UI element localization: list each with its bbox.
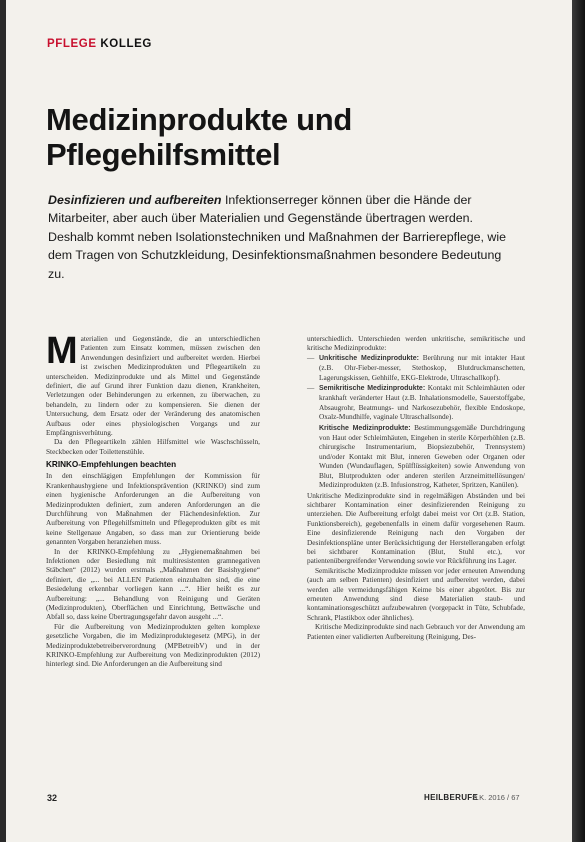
body-paragraph: Semikritische Medizinprodukte müssen vor jeder erneuten Anwendung (auch am selben Patienten) desinfiziert und aufbereitet werden, dabei werden alle vermeidungsfähigen Keime bis einer abgetötet. Bis zur erneuten Anwendung sind diese Materialien staub- und kontaminationsgeschützt aufzubewahren (vorgepackt in Tüte, Schubfade, Schrank, Plastikbox oder ähnliches).	[307, 565, 525, 622]
list-item-text: Kontakt mit Schleimhäuten oder krankhaft veränderter Haut (z.B. Inhalationsmodelle, Sauerstoffgabe, Absaugrohr, Beatmungs- und Narkosezubehör, flexible Endoskope, Oxalz-Mundhilfe, vaginale Ultraschallsonde).	[319, 383, 525, 422]
body-paragraph: In den einschlägigen Empfehlungen der Kommission für Krankenhaushygiene und Infektionsprävention (KRINKO) sind zum einen hygienische Anforderungen an die Aufbereitung von Medizinprodukten definiert, zum anderen Anforderungen an die Durchführung von Maßnahmen der Flächendesinfektion. Zur Aufbereitung von Pflegehilfsmitteln und Pflegeprodukten gibt es mit keine Stellgenaue Angaben, so dass man zur Orientierung beide genannten Vorgaben heranziehen muss.	[46, 471, 260, 547]
magazine-page	[6, 0, 572, 842]
body-paragraph: In der KRINKO-Empfehlung zu „Hygienemaßnahmen bei Infektionen oder Besiedlung mit multiresistenten gramnegativen Stäbchen“ (2012) wurden erstmals „Maßnahmen der Basishygiene“ definiert, die „... bei ALLEN Patienten einzuhalten sind, die eine Besiedelung erkennbar vorliegen kann ...“. Hier heißt es zur Aufbereitung: „... Behandlung von Reinigung und Geräten (Medizinprodukten), Oberflächen und Einrichtung, Bettwäsche und Abfall so, dass keine Übertragungsgefahr davon ausgeht ...“.	[46, 546, 260, 622]
lead-keyword: Desinfizieren und aufbereiten	[48, 193, 222, 207]
body-paragraph	[46, 330, 260, 438]
body-column-right	[307, 334, 525, 641]
scan-edge-shadow	[572, 0, 585, 842]
drop-cap: M	[46, 330, 78, 372]
body-paragraph: Da den Pflegeartikeln zählen Hilfsmittel wie Waschschüsseln, Steckbecken oder Toilettenstühle.	[46, 437, 260, 456]
list-item-term: Kritische Medizinprodukte:	[319, 424, 411, 432]
list-item-text: Bestimmungsgemäße Durchdringung von Haut oder Schleimhäuten, Eingehen in sterile Körperhöhlen (z.B. chirurgische Instrumentarium, Biopsiezubehör, Trennsystem) und/oder Kontakt mit Blut, inneren Geweben oder Organen oder Wunden (Wundauflagen, Spülflüssigkeiten) sowie Anwendung von Blut, Blutprodukten oder anderen sterilen Arzneimittellösungen/ Medizinprodukten (z.B. Infusionstrog, Katheter, Spritzen, Kanülen).	[319, 422, 525, 490]
list-item	[307, 383, 525, 422]
issue-info: S.K. 2016 / 67	[472, 793, 520, 802]
list-item	[307, 353, 525, 382]
subheading-krinko: KRINKO-Empfehlungen beachten	[46, 460, 177, 470]
list-dash: —	[307, 352, 315, 362]
section-header	[47, 38, 152, 50]
body-paragraph: Kritische Medizinprodukte sind nach Gebrauch vor der Anwendung am Patienten einer validierten Aufbereitung (Reinigung, Des-	[307, 622, 525, 641]
list-item	[307, 423, 525, 490]
list-item-term: Unkritische Medizinprodukte:	[319, 354, 419, 362]
list-item-text: Berührung nur mit intakter Haut (z.B. Ohr-Fieber-messer, Stethoskop, Blutdruckmanschetten, Lagerungskissen, Gehhilfe, EKG-Elektrode, Ultraschallkopf).	[319, 352, 525, 382]
body-column-left	[46, 330, 260, 669]
article-title-line2: Pflegehilfsmittel	[46, 137, 281, 172]
paragraph-text: aterialien und Gegenstände, die an unterschiedlichen Patienten zum Einsatz kommen, müssen zwischen den Anwendungen desinfiziert und aufbereitet werden. Hierbei ist zwischen Medizinprodukten und Pflegeartikeln zu unterscheiden. Medizinprodukte und als Mittel und Gegenstände definiert, die auf Grund ihrer Funktion dazu dienen, Krankheiten, Verletzungen oder Behinderungen zu erkennen, zu überwachen, zu behandeln, zu lindern oder zu kompensieren. Sie dienen der Untersuchung, dem Ersatz oder der Veränderung des anatomischen Aufbaus oder eines physiologischen Vorgangs und zur Empfängnisverhütung.	[46, 334, 260, 438]
section-header-rest: KOLLEG	[96, 38, 152, 50]
article-title-line1: Medizinprodukte und	[46, 102, 352, 137]
body-paragraph: Für die Aufbereitung von Medizinprodukten gelten komplexe gesetzliche Vorgaben, die im Medizinproduktegesetz (MPG), in der Medizinproduktebetreiberverordnung (MPBetreibV) und in der KRINKO-Empfehlung zur Aufbereitung von Medizinprodukten (2012) hinterlegt sind. Die Anforderungen an die Aufbereitung sind	[46, 621, 260, 669]
body-paragraph: unterschiedlich. Unterschieden werden unkritische, semikritische und kritische Medizinprodukte:	[307, 334, 525, 353]
list-dash: —	[307, 383, 315, 393]
lead-paragraph	[48, 191, 518, 283]
article-title	[46, 102, 526, 172]
page-number: 32	[47, 793, 58, 803]
magazine-name: HEILBERUFE	[424, 793, 479, 802]
list-item-term: Semikritische Medizinprodukte:	[319, 385, 426, 393]
section-header-accent: PFLEGE	[47, 38, 97, 50]
classification-list	[307, 353, 525, 490]
body-paragraph: Unkritische Medizinprodukte sind in regelmäßigen Abständen und bei sichtbarer Kontamination einer desinfizierenden Reinigung zu unterziehen. Die Aufbereitung erfolgt dabei meist vor Ort (z.B. Station, Funktionsbereich), gegebenenfalls in einem dafür vorgesehenen Raum. Eine desinfizierende Reinigung nach den Vorgaben der Desinfektionspläne unter Berücksichtigung der Herstellerangaben erfolgt bei sichtbarer Kontamination (Blut, Stuhl etc.), vor patientenübergreifender Verwendung sowie vor Rückführung ins Lager.	[307, 490, 525, 566]
lead-text: Infektionserreger können über die Hände der Mitarbeiter, aber auch über Materialien und Gegenstände übertragen werden. Deshalb kommt neben Isolationstechniken und Maßnahmen der Barrierepflege, wie dem Tragen von Schutzkleidung, Desinfektionsmaßnahmen besondere Bedeutung zu.	[48, 193, 507, 281]
